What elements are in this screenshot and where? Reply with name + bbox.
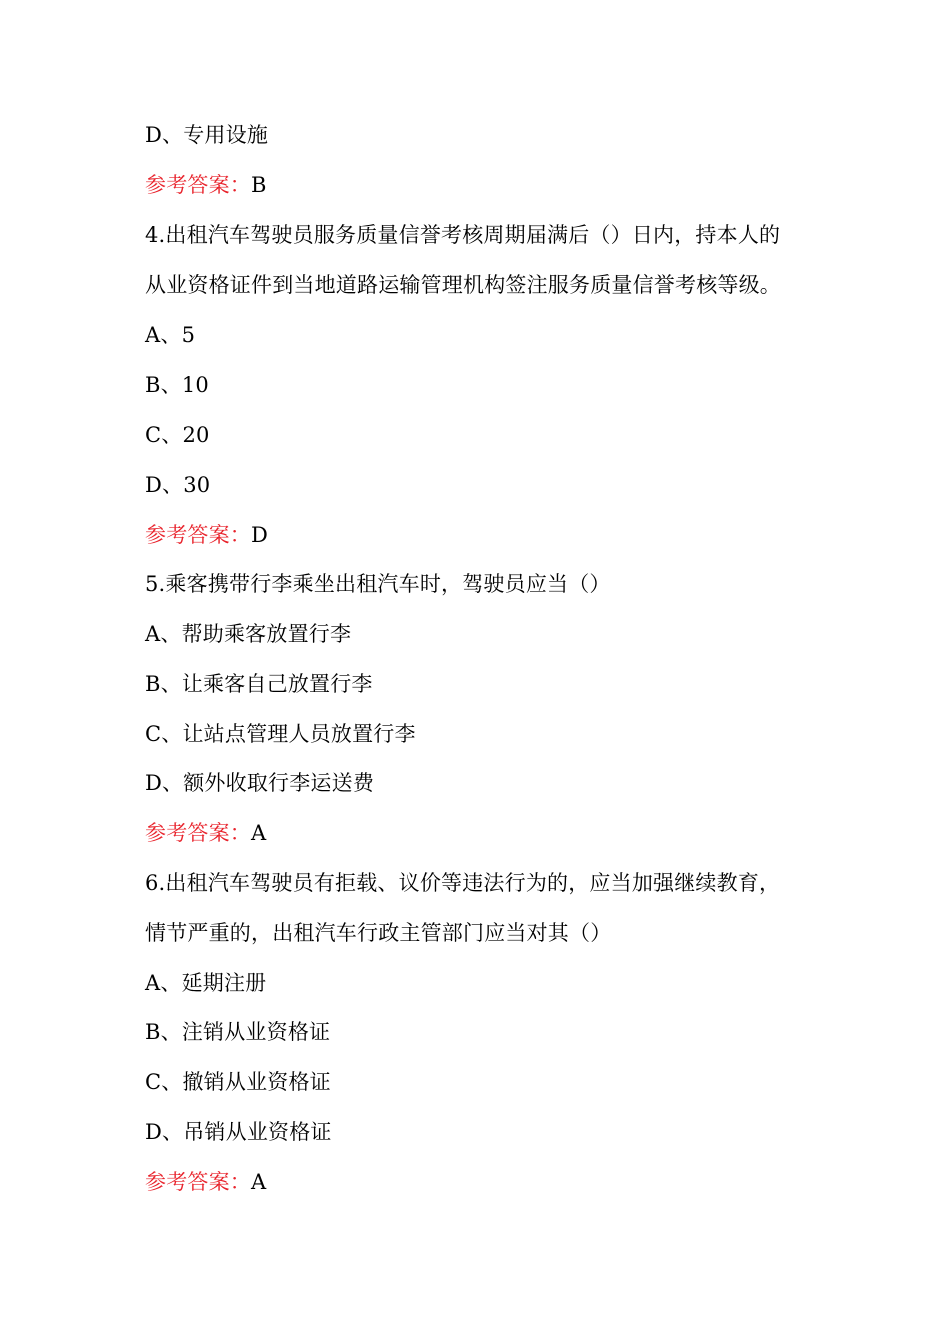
answer-q3 xyxy=(145,170,267,200)
option-c-q5: C、让站点管理人员放置行李 xyxy=(145,722,416,746)
option-d-q5: D、额外收取行李运送费 xyxy=(145,771,375,795)
answer-label: 参考答案： xyxy=(145,523,251,547)
option-b-q4: B、10 xyxy=(145,373,209,397)
answer-value: A xyxy=(251,821,267,845)
answer-value: D xyxy=(251,523,269,547)
option-a-q6: A、延期注册 xyxy=(145,971,267,995)
answer-label: 参考答案： xyxy=(145,173,251,197)
option-d-q4: D、30 xyxy=(145,473,211,497)
question-6-line-1: 6.出租汽车驾驶员有拒载、议价等违法行为的，应当加强继续教育， xyxy=(145,871,781,895)
answer-label: 参考答案： xyxy=(145,821,251,845)
option-a-q4: A、5 xyxy=(145,323,196,347)
question-6-line-2: 情节严重的，出租汽车行政主管部门应当对其（） xyxy=(145,921,612,945)
answer-label: 参考答案： xyxy=(145,1170,251,1194)
option-d-q6: D、吊销从业资格证 xyxy=(145,1120,332,1144)
question-4-line-1: 4.出租汽车驾驶员服务质量信誉考核周期届满后（）日内，持本人的 xyxy=(145,223,781,247)
option-c-q6: C、撤销从业资格证 xyxy=(145,1070,331,1094)
answer-q5 xyxy=(145,818,266,848)
question-4-line-2: 从业资格证件到当地道路运输管理机构签注服务质量信誉考核等级。 xyxy=(145,273,781,297)
option-d-q3: D、专用设施 xyxy=(145,123,269,147)
option-c-q4: C、20 xyxy=(145,423,210,447)
option-b-q6: B、注销从业资格证 xyxy=(145,1020,331,1044)
option-a-q5: A、帮助乘客放置行李 xyxy=(145,622,352,646)
answer-value: B xyxy=(251,173,267,197)
answer-value: A xyxy=(251,1170,267,1194)
answer-q4 xyxy=(145,520,268,550)
question-5: 5.乘客携带行李乘坐出租汽车时，驾驶员应当（） xyxy=(145,572,611,596)
answer-q6 xyxy=(145,1167,266,1197)
option-b-q5: B、让乘客自己放置行李 xyxy=(145,672,373,696)
